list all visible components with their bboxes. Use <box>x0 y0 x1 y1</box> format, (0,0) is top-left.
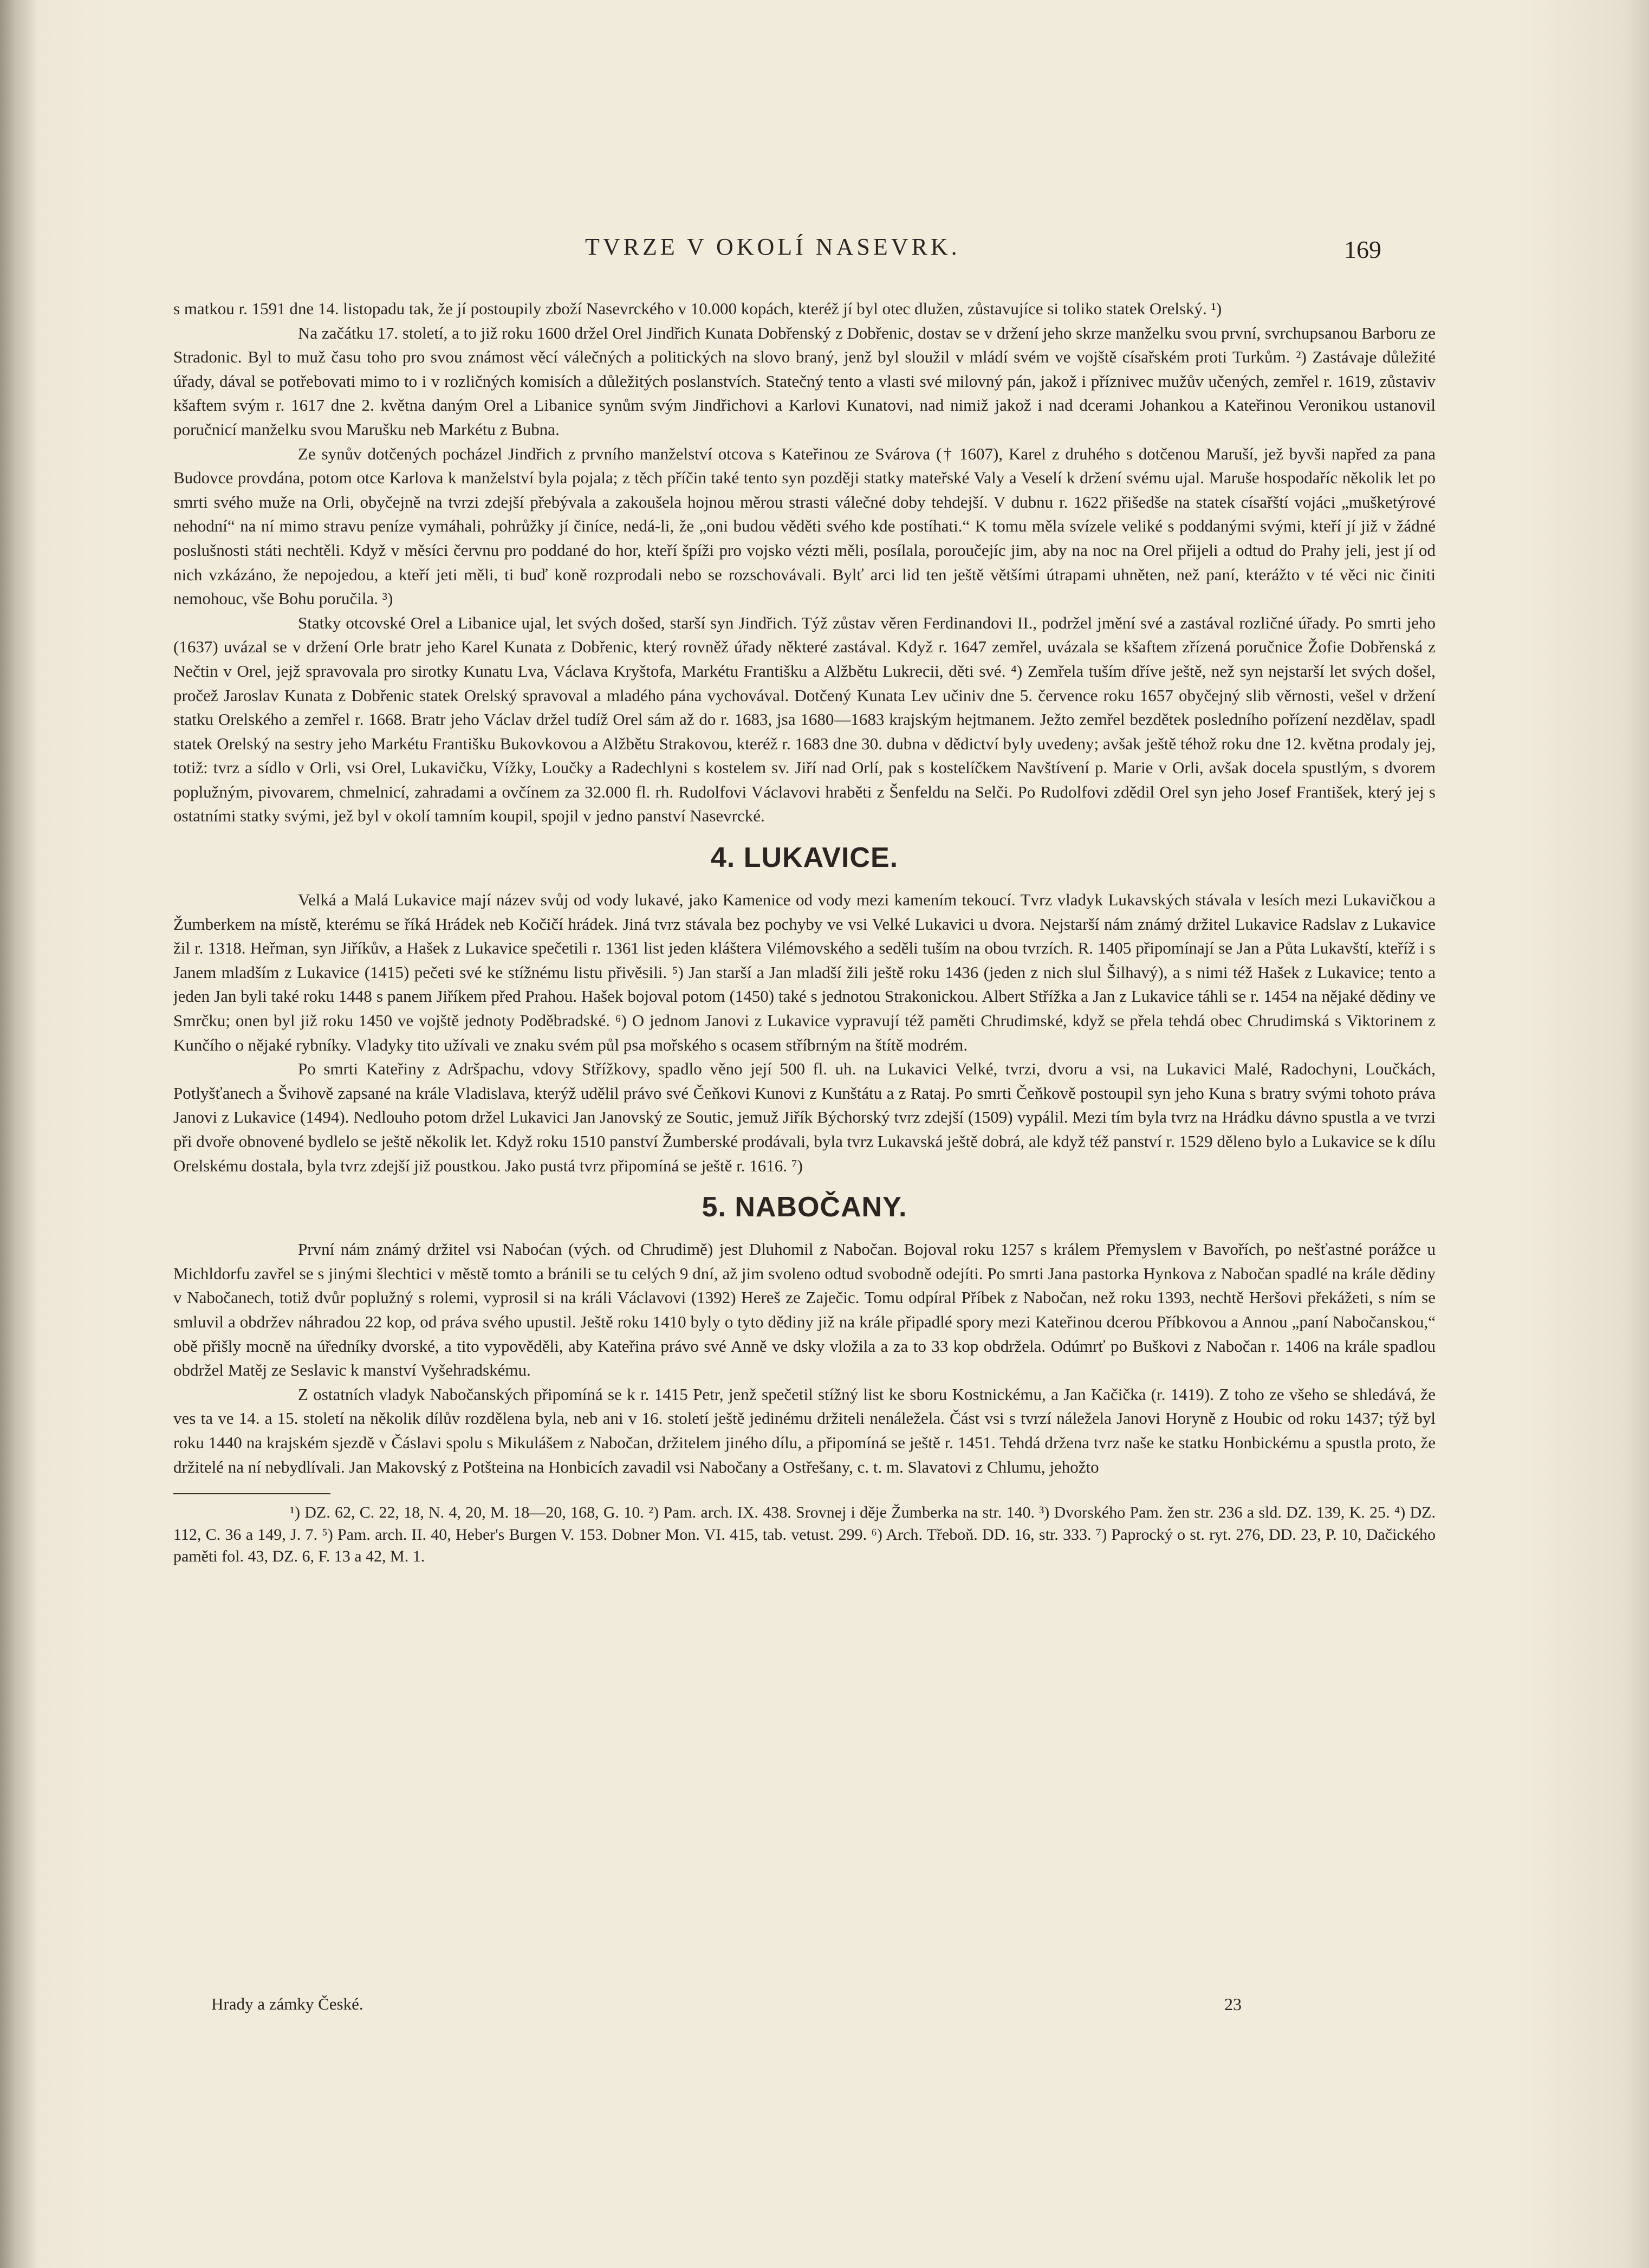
page-number: 169 <box>1344 236 1381 263</box>
main-text <box>173 297 1436 1568</box>
page-footer <box>211 1994 1295 2018</box>
footnotes <box>173 1502 1436 1568</box>
signature-mark: 23 <box>1224 1994 1242 2014</box>
book-gutter <box>0 0 38 2268</box>
paragraph: Na začátku 17. století, a to již roku 1600 držel Orel Jindřich Kunata Dobřenský z Dobřenic, dostav se v držení jeho skrze manželku svou první, svrchupsanou Barboru ze Stradonic. Byl to muž času toho pro svou známost věcí válečných a politických na slovo braný, jenž byl sloužil v mládí svém ve vojště císařském proti Turkům. ²) Zastávaje důležité úřady, dával se potřebovati mimo to i v rozličných komisích a důležitých poslanstvích. Statečný tento a vlasti své milovný pán, jakož i příznivec mužův učených, zemřel r. 1619, zůstaviv kšaftem svým r. 1617 dne 2. května daným Orel a Libanice synům svým Jindřichovi a Karlovi Kunatovi, nad nimiž jakož i nad dcerami Johankou a Kateřinou Veronikou ustanovil poručnicí manželku svou Marušku neb Markétu z Bubna. <box>173 323 1436 439</box>
paragraph: Velká a Malá Lukavice mají název svůj od vody lukavé, jako Kamenice od vody mezi kamením tekoucí. Tvrz vladyk Lukavských stávala v lesích mezi Lukavičkou a Žumberkem na místě, kterému se říká Hrádek neb Kočičí hrádek. Jiná tvrz stávala bez pochyby ve vsi Velké Lukavici u dvora. Nejstarší nám známý držitel Lukavice Radslav z Lukavice žil r. 1318. Heřman, syn Jiříkův, a Hašek z Lukavice spečetili r. 1361 list jeden kláštera Vilémovského a seděli tuším na obou tvrzích. R. 1405 připomínají se Jan a Půta Lukavští, kteříž i s Janem mladším z Lukavice (1415) pečeti své ke stížnému listu přivěsili. ⁵) Jan starší a Jan mladší žili ještě roku 1436 (jeden z nich slul Šilhavý), a s nimi též Hašek z Lukavice; tento a jeden Jan byli také roku 1448 s panem Jiříkem před Prahou. Hašek bojoval potom (1450) také s jednotou Strakonickou. Albert Střížka a Jan z Lukavice táhli se r. 1454 na nějaké dědiny ve Smrčku; onen byl již roku 1450 ve vojště jednoty Poděbradské. ⁶) O jednom Janovi z Lukavice vypravují též paměti Chrudimské, když se přela tehdá obec Chrudimská s Viktorinem z Kunčího o nějaké rybníky. Vladyky tito užívali ve znaku svém půl psa mořského s ocasem stříbrným na štítě modrém. <box>173 890 1436 1054</box>
page-header <box>211 233 1381 271</box>
paragraph: s matkou r. 1591 dne 14. listopadu tak, že jí postoupily zboží Nasevrckého v 10.000 kopách, kteréž jí byl otec dlužen, zůstavujíce si toliko statek Orelský. ¹) <box>173 299 1222 318</box>
paragraph: Statky otcovské Orel a Libanice ujal, let svých došed, starší syn Jindřich. Týž zůstav věren Ferdinandovi II., podržel jmění své a zastával rozličné úřady. Po smrti jeho (1637) uvázal se v držení Orle bratr jeho Karel Kunata z Dobřenic, který rovněž úřady některé zastával. Když r. 1647 zemřel, uvázala se kšaftem zřízená poručnice Žofie Dobřenská z Nečtin v Orel, jejž spravovala pro sirotky Kunatu Lva, Václava Kryštofa, Markétu Františku a Alžbětu Lukrecii, děti své. ⁴) Zemřela tuším dříve ještě, než syn nejstarší let svých došel, pročež Jaroslav Kunata z Dobřenic statek Orelský spravoval a mladého pána vychovával. Dotčený Kunata Lev učiniv dne 5. července roku 1657 obyčejný slib věrnosti, vešel v držení statku Orelského a zemřel r. 1668. Bratr jeho Václav držel tudíž Orel sám až do r. 1683, jsa 1680—1683 krajským hejtmanem. Ježto zemřel bezdětek posledního pořízení nezdělav, spadl statek Orelský na sestry jeho Markétu Františku Bukovkovou a Alžbětu Strakovou, kteréž r. 1683 dne 30. dubna v dědictví byly uvedeny; avšak ještě téhož roku dne 12. května prodaly jej, totiž: tvrz a sídlo v Orli, vsi Orel, Lukavičku, Vížky, Loučky a Radechlyni s kostelem sv. Jiří nad Orlí, pak s kostelíčkem Navštívení p. Marie v Orli, avšak docela spustlým, s dvorem poplužným, pivovarem, chmelnicí, zahradami a ovčínem za 32.000 fl. rh. Rudolfovi Václavovi hraběti z Šenfeldu na Selči. Po Rudolfovi zdědil Orel syn jeho Josef František, který jej s ostatními statky svými, jež byl v okolí tamním koupil, spojil v jedno panství Nasevrcké. <box>173 613 1436 826</box>
paragraph: Z ostatních vladyk Nabočanských připomíná se k r. 1415 Petr, jenž spečetil stížný list ke sboru Kostnickému, a Jan Kačička (r. 1419). Z toho ze všeho se shledává, že ves ta ve 14. a 15. století na několik dílův rozdělena byla, neb ani v 16. století ještě jedinému držiteli nenáležela. Část vsi s tvrzí náležela Janovi Horyně z Houbic od roku 1437; týž byl roku 1440 na krajském sjezdě v Čáslavi spolu s Mikulášem z Nabočan, držitelem jiného dílu, a připomíná se ještě r. 1451. Tehdá držena tvrz naše ke statku Honbickému a spustla proto, že držitelé na ní nebydlívali. Jan Makovský z Potšteina na Honbicích zavadil vsi Nabočany a Ostřešany, c. t. m. Slavatovi z Chlumu, jehožto <box>173 1384 1436 1476</box>
book-title-footer: Hrady a zámky České. <box>211 1994 363 2013</box>
paragraph: Ze synův dotčených pocházel Jindřich z prvního manželství otcova s Kateřinou ze Svárova († 1607), Karel z druhého s dotčenou Maruší, jež byvši napřed za pana Budovce provdána, potom otce Karlova k manželství byla pojala; z těch příčin také tento syn později statky mateřské Valy a Veselí k držení svému ujal. Maruše hospodaříc několik let po smrti svého muže na Orli, obyčejně na tvrzi zdejší přebývala a zakoušela hojnou měrou strasti válečné doby tehdejší. V dubnu r. 1622 přišedše na statek císařští vojáci „mušketýrové nehodní“ na ní mimo stravu peníze vymáhali, pohrůžky jí činíce, nedá-li, že „oni budou věděti svého kde postíhati.“ K tomu měla svízele veliké s poddanými svými, kteří jí již v žádné poslušnosti státi nechtěli. Když v měsíci červnu pro poddané do hor, kteří špíži pro vojsko vézti měli, posílala, poroučejíc jim, aby na noc na Orel přijeli a odtud do Prahy jeli, jest jí od nich vzkázáno, že nepojedou, a kteří jeti měli, ti buď koně rozprodali nebo se rozschovávali. Bylť arci lid ten ještě většími útrapami uhněten, než paní, kterážto v té věci nic činiti nemohouc, vše Bohu poručila. ³) <box>173 444 1436 608</box>
paragraph: První nám známý držitel vsi Naboćan (vých. od Chrudimě) jest Dluhomil z Nabočan. Bojoval roku 1257 s králem Přemyslem v Bavořích, po nešťastné porážce u Michldorfu zavřel se s jinými šlechtici v městě tomto a bránili se tu celých 9 dní, až jim svoleno odtud svobodně odejíti. Po smrti Jana pastorka Hynkova z Nabočan spadlé na krále dědiny v Nabočanech, totiž dvůr poplužný s rolemi, vyprosil si na králi Václavovi (1392) Hereš ze Zaječic. Tomu odpíral Příbek z Nabočan, než roku 1393, nechtě Heršovi překážeti, s ním se smluvil a obdržev náhradou 22 kop, od práva svého upustil. Ještě roku 1410 byly o tyto dědiny již na krále připadlé spory mezi Kateřinou dcerou Příbkovou a Annou „paní Nabočanskou,“ obě přišly mocně na úředníky dvorské, a tito vypověděli, aby Kateřina právo své Anně ve dsky vložila a za to 33 kop obdržela. Odúmrť po Buškovi z Nabočan r. 1406 na krále spadlou obdržel Matěj ze Seslavic k manství Vyšehradskému. <box>173 1240 1436 1380</box>
running-head: TVRZE V OKOLÍ NASEVRK. <box>585 234 960 260</box>
footnote-rule <box>173 1493 330 1494</box>
footnote: ¹) DZ. 62, C. 22, 18, N. 4, 20, M. 18—20, 168, G. 10. ²) Pam. arch. IX. 438. Srovnej i děje Žumberka na str. 140. ³) Dvorského Pam. žen str. 236 a sld. DZ. 139, K. 25. ⁴) DZ. 112, C. 36 a 149, J. 7. ⁵) Pam. arch. II. 40, Heber's Burgen V. 153. Dobner Mon. VI. 415, tab. vetust. 299. ⁶) Arch. Třeboň. DD. 16, str. 333. ⁷) Paprocký o st. ryt. 276, DD. 23, P. 10, Dačického paměti fol. 43, DZ. 6, F. 13 a 42, M. 1. <box>173 1504 1436 1566</box>
section-heading-lukavice: 4. LUKAVICE. <box>710 842 899 874</box>
section-heading-nabocany: 5. NABOČANY. <box>702 1191 907 1223</box>
paragraph: Po smrti Kateřiny z Adršpachu, vdovy Střížkovy, spadlo věno její 500 fl. uh. na Lukavici Velké, tvrzi, dvoru a vsi, na Lukavici Malé, Radochyni, Loučkách, Potlyšťanech a Švihově zapsané na krále Vladislava, kterýž udělil právo své Čeňkovi Kunovi z Kunštátu a z Rataj. Po smrti Čeňkově postoupil syn jeho Kuna s bratry svými tohoto práva Janovi z Lukavice (1494). Nedlouho potom držel Lukavici Jan Janovský ze Soutic, jemuž Jiřík Býchorský tvrz zdejší (1509) vypálil. Mezi tím byla tvrz na Hrádku dávno spustla a ve tvrzi při dvoře obnovené bydlelo se ještě několik let. Když roku 1510 panství Žumberské prodávali, byla tvrz Lukavská ještě dobrá, ale když též panství r. 1529 děleno bylo a Lukavice se k dílu Orelskému dostala, byla tvrz zdejší již poustkou. Jako pustá tvrz připomíná se ještě r. 1616. ⁷) <box>173 1059 1436 1175</box>
